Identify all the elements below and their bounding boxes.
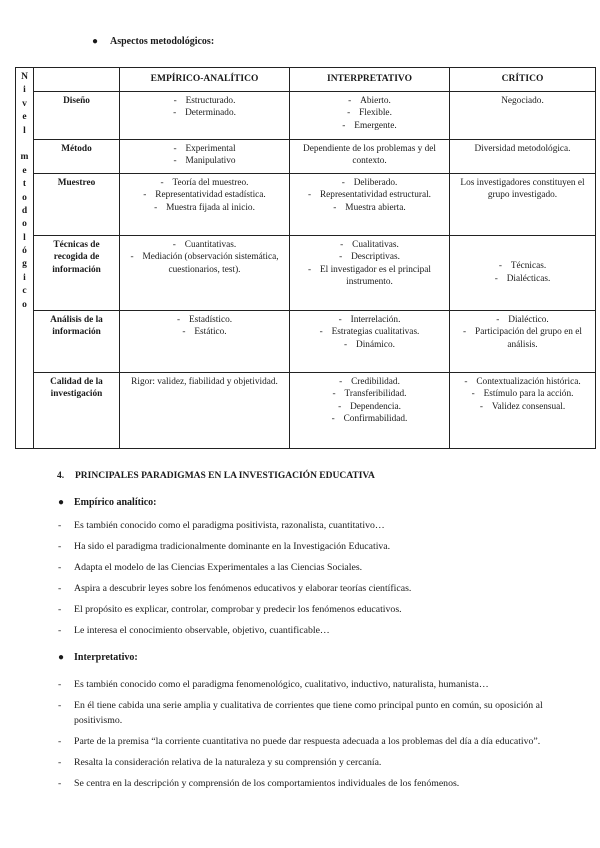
cell-empirico <box>120 235 290 310</box>
cell-list <box>454 376 591 414</box>
list-item-text: Dinámico. <box>356 339 395 350</box>
dash-icon: - <box>58 604 62 615</box>
vertical-label-char: o <box>22 299 27 310</box>
vertical-label-char: m <box>20 152 29 163</box>
list-item <box>124 107 285 120</box>
list-item <box>294 388 445 401</box>
list-item-text: Estadístico. <box>188 314 233 325</box>
row-label: Técnicas de recogida de información <box>34 235 120 310</box>
bullet-icon: ● <box>58 652 65 663</box>
list-item <box>454 260 591 273</box>
list-item <box>294 189 445 202</box>
dash-icon: - <box>58 757 62 768</box>
list-item <box>294 95 445 108</box>
dash-icon: - <box>307 190 312 201</box>
cell-interpretativo: Dependiente de los problemas y del contexto. <box>290 139 450 173</box>
table-row-tecnicas <box>16 235 596 310</box>
list-item <box>58 539 578 554</box>
dash-icon: - <box>173 95 177 106</box>
list-item <box>58 698 578 728</box>
bullet-icon: ● <box>92 36 99 47</box>
list-item-text: Mediación (observación sistemática, cuestionarios, test). <box>142 252 279 275</box>
list-item <box>58 560 578 575</box>
list-item <box>124 189 285 202</box>
list-item-text: El propósito es explicar, controlar, comprobar y predecir los fenómenos educativos. <box>74 604 402 615</box>
list-item-text: Es también conocido como el paradigma fenomenológico, cualitativo, inductivo, naturalista, humanista… <box>74 679 489 690</box>
list-item <box>454 273 591 286</box>
list-item-text: Validez consensual. <box>491 401 566 412</box>
list-item-text: Representatividad estadística. <box>155 190 266 201</box>
dash-icon: - <box>58 625 62 636</box>
list-item <box>294 177 445 190</box>
list-item-text: Resalta la consideración relativa de la naturaleza y su comprensión y cercanía. <box>74 757 382 768</box>
list-item <box>124 239 285 252</box>
cell-interpretativo <box>290 372 450 448</box>
list-item-text: Ha sido el paradigma tradicionalmente dominante en la Investigación Educativa. <box>74 541 391 552</box>
list-item <box>454 401 591 414</box>
dash-icon: - <box>160 177 164 188</box>
dash-icon: - <box>173 108 177 119</box>
dash-icon: - <box>463 327 467 338</box>
list-item-text: Credibilidad. <box>351 376 400 387</box>
list-item <box>58 677 578 692</box>
list-item-text: Dependencia. <box>350 401 401 412</box>
list-item <box>454 326 591 351</box>
dash-icon: - <box>319 327 323 338</box>
list-item-text: Muestra fijada al inicio. <box>166 202 255 213</box>
list-item <box>454 376 591 389</box>
table-row-metodo <box>16 139 596 173</box>
vertical-label-char: e <box>22 165 27 176</box>
cell-critico: Los investigadores constituyen el grupo investigado. <box>450 173 596 235</box>
dash-icon: - <box>58 778 62 789</box>
vertical-label-char: o <box>22 219 27 230</box>
list-item <box>294 239 445 252</box>
list-item-text: Estructurado. <box>185 95 236 106</box>
list-item-text: Estático. <box>194 327 227 338</box>
list-item <box>58 755 578 770</box>
list-item <box>58 581 578 596</box>
cell-empirico <box>120 173 290 235</box>
dash-icon: - <box>464 376 468 387</box>
table-header-row <box>16 68 596 92</box>
list-item <box>294 264 445 289</box>
dash-icon: - <box>58 679 62 690</box>
dash-icon: - <box>347 108 351 119</box>
list-item-text: Muestra abierta. <box>345 202 406 213</box>
list-item-text: Le interesa el conocimiento observable, objetivo, cuantificable… <box>74 625 330 636</box>
dash-icon: - <box>471 389 475 400</box>
vertical-label-char: i <box>23 272 26 283</box>
dash-icon: - <box>338 314 342 325</box>
dash-icon: - <box>348 95 352 106</box>
cell-critico <box>450 235 596 310</box>
interpretativo-list <box>58 677 578 797</box>
table-row-calidad <box>16 372 596 448</box>
list-item-text: Técnicas. <box>510 261 547 271</box>
cell-interpretativo <box>290 310 450 372</box>
vertical-label-char: i <box>23 85 26 96</box>
list-item-text: Determinado. <box>185 108 236 119</box>
list-item-text: Cuantitativas. <box>184 239 237 250</box>
list-item <box>294 251 445 264</box>
vertical-label-char: ó <box>22 246 27 257</box>
list-item-text: Descriptivas. <box>351 252 400 263</box>
dash-icon: - <box>331 414 335 425</box>
cell-list <box>124 314 285 339</box>
list-item-text: Se centra en la descripción y comprensión de los comportamientos individuales de los fenómenos. <box>74 778 460 789</box>
dash-icon: - <box>332 389 336 400</box>
dash-icon: - <box>494 273 498 284</box>
cell-list <box>124 177 285 215</box>
bullet-icon: ● <box>58 497 65 508</box>
dash-icon: - <box>154 202 158 213</box>
dash-icon: - <box>182 327 186 338</box>
dash-icon: - <box>479 401 483 412</box>
vertical-label-char: e <box>22 112 27 123</box>
cell-critico <box>450 310 596 372</box>
list-item-text: Contextualización histórica. <box>476 376 581 387</box>
cell-list <box>124 95 285 120</box>
dash-icon: - <box>130 252 134 263</box>
header-empirico: EMPÍRICO-ANALÍTICO <box>120 68 290 92</box>
cell-list <box>294 177 445 215</box>
cell-list <box>294 95 445 133</box>
dash-icon: - <box>339 252 343 263</box>
vertical-label-char: v <box>22 98 27 109</box>
list-item <box>124 155 285 168</box>
list-item <box>294 413 445 426</box>
vertical-label-char: d <box>21 205 28 216</box>
list-item <box>58 776 578 791</box>
empirico-list <box>58 518 578 644</box>
dash-icon: - <box>58 541 62 552</box>
cell-interpretativo <box>290 173 450 235</box>
list-item <box>124 95 285 108</box>
cell-list <box>294 314 445 352</box>
list-item <box>294 202 445 215</box>
list-item-text: Estímulo para la acción. <box>483 389 574 400</box>
list-item-text: Experimental <box>185 143 236 154</box>
list-item <box>124 202 285 215</box>
section-title <box>57 471 375 481</box>
dash-icon: - <box>342 120 346 131</box>
list-item-text: Manipulativo <box>185 156 236 167</box>
list-item <box>294 326 445 339</box>
vertical-label-cell <box>16 68 34 449</box>
dash-icon: - <box>333 202 337 213</box>
vertical-label <box>20 71 29 312</box>
list-item-text: Flexible. <box>359 108 392 119</box>
list-item-text: Representatividad estructural. <box>319 190 431 201</box>
cell-empirico <box>120 91 290 139</box>
table-row-muestreo <box>16 173 596 235</box>
dash-icon: - <box>341 177 345 188</box>
list-item <box>294 120 445 133</box>
list-item <box>124 251 285 276</box>
list-item <box>124 314 285 327</box>
list-item <box>454 314 591 327</box>
cell-empirico <box>120 310 290 372</box>
row-label: Diseño <box>34 91 120 139</box>
empirico-heading-text: Empírico analítico: <box>74 497 157 508</box>
vertical-label-char: t <box>22 179 27 190</box>
list-item-text: Abierto. <box>360 95 391 106</box>
list-item-text: Deliberado. <box>353 177 398 188</box>
list-item <box>294 401 445 414</box>
dash-icon: - <box>307 264 312 275</box>
dash-icon: - <box>173 143 177 154</box>
vertical-label-char: o <box>22 192 27 203</box>
list-item <box>294 107 445 120</box>
dash-icon: - <box>58 700 62 711</box>
cell-list <box>294 239 445 289</box>
list-item-text: Teoría del muestreo. <box>172 177 249 188</box>
interpretativo-heading-text: Interpretativo: <box>74 652 138 663</box>
dash-icon: - <box>173 156 177 167</box>
cell-list <box>454 314 591 352</box>
cell-critico <box>450 372 596 448</box>
dash-icon: - <box>58 583 62 594</box>
dash-icon: - <box>344 339 348 350</box>
row-label: Muestreo <box>34 173 120 235</box>
vertical-label-char: l <box>23 232 26 243</box>
vertical-label-char: N <box>21 72 28 82</box>
list-item-text: Parte de la premisa “la corriente cuantitativa no puede dar respuesta adecuada a los problemas del día a día educativo”. <box>74 736 541 747</box>
list-item-text: Dialécticas. <box>506 273 551 284</box>
cell-critico: Diversidad metodológica. <box>450 139 596 173</box>
list-item-text: Cualitativas. <box>352 239 399 250</box>
empirico-heading <box>58 497 157 508</box>
list-item-text: Es también conocido como el paradigma positivista, razonalista, cuantitativo… <box>74 520 385 531</box>
list-item-text: Aspira a descubrir leyes sobre los fenómenos educativos y elaborar teorías científicas. <box>74 583 412 594</box>
list-item <box>124 177 285 190</box>
list-item <box>58 623 578 638</box>
list-item-text: En él tiene cabida una serie amplia y cualitativa de corrientes que tiene como principal punto en común, su oposición al positivismo. <box>74 700 543 726</box>
header-critico: CRÍTICO <box>450 68 596 92</box>
header-empty <box>34 68 120 92</box>
aspectos-heading <box>92 36 214 47</box>
list-item <box>124 326 285 339</box>
vertical-label-char: c <box>22 286 27 297</box>
cell-interpretativo <box>290 235 450 310</box>
dash-icon: - <box>172 239 176 250</box>
dash-icon: - <box>498 261 502 271</box>
table-row-analisis <box>16 310 596 372</box>
list-item <box>58 602 578 617</box>
dash-icon: - <box>496 314 500 325</box>
list-item-text: Emergente. <box>354 120 397 131</box>
list-item-text: Adapta el modelo de las Ciencias Experimentales a las Ciencias Sociales. <box>74 562 363 573</box>
aspectos-title: Aspectos metodológicos: <box>110 36 215 47</box>
list-item-text: Participación del grupo en el análisis. <box>475 327 582 350</box>
list-item-text: Estrategias cualitativas. <box>331 327 420 338</box>
list-item <box>294 339 445 352</box>
cell-list <box>124 239 285 277</box>
list-item <box>294 314 445 327</box>
vertical-label-char: g <box>22 259 27 270</box>
section-number: 4. <box>57 471 65 481</box>
list-item-text: Transferibilidad. <box>344 389 407 400</box>
list-item-text: El investigador es el principal instrumento. <box>319 264 431 288</box>
list-item-text: Interrelación. <box>350 314 401 325</box>
list-item <box>454 388 591 401</box>
cell-empirico: Rigor: validez, fiabilidad y objetividad. <box>120 372 290 448</box>
cell-empirico <box>120 139 290 173</box>
dash-icon: - <box>338 401 342 412</box>
list-item <box>294 376 445 389</box>
list-item <box>58 734 578 749</box>
dash-icon: - <box>340 239 344 250</box>
dash-icon: - <box>339 376 343 387</box>
list-item <box>124 143 285 156</box>
dash-icon: - <box>176 314 181 325</box>
vertical-label-char: l <box>23 125 26 136</box>
cell-list <box>454 260 591 285</box>
cell-critico: Negociado. <box>450 91 596 139</box>
row-label: Análisis de la información <box>34 310 120 372</box>
cell-list <box>124 143 285 168</box>
dash-icon: - <box>143 190 147 201</box>
list-item-text: Dialéctico. <box>508 314 549 325</box>
row-label: Calidad de la investigación <box>34 372 120 448</box>
list-item <box>58 518 578 533</box>
interpretativo-heading <box>58 652 138 663</box>
dash-icon: - <box>58 736 62 747</box>
cell-interpretativo <box>290 91 450 139</box>
methodology-table <box>15 67 596 449</box>
header-interpretativo: INTERPRETATIVO <box>290 68 450 92</box>
row-label: Método <box>34 139 120 173</box>
dash-icon: - <box>58 562 62 573</box>
cell-list <box>294 376 445 426</box>
dash-icon: - <box>58 520 62 531</box>
section-heading: PRINCIPALES PARADIGMAS EN LA INVESTIGACIÓN EDUCATIVA <box>75 471 375 481</box>
table-row-diseno <box>16 91 596 139</box>
list-item-text: Confirmabilidad. <box>343 414 408 425</box>
